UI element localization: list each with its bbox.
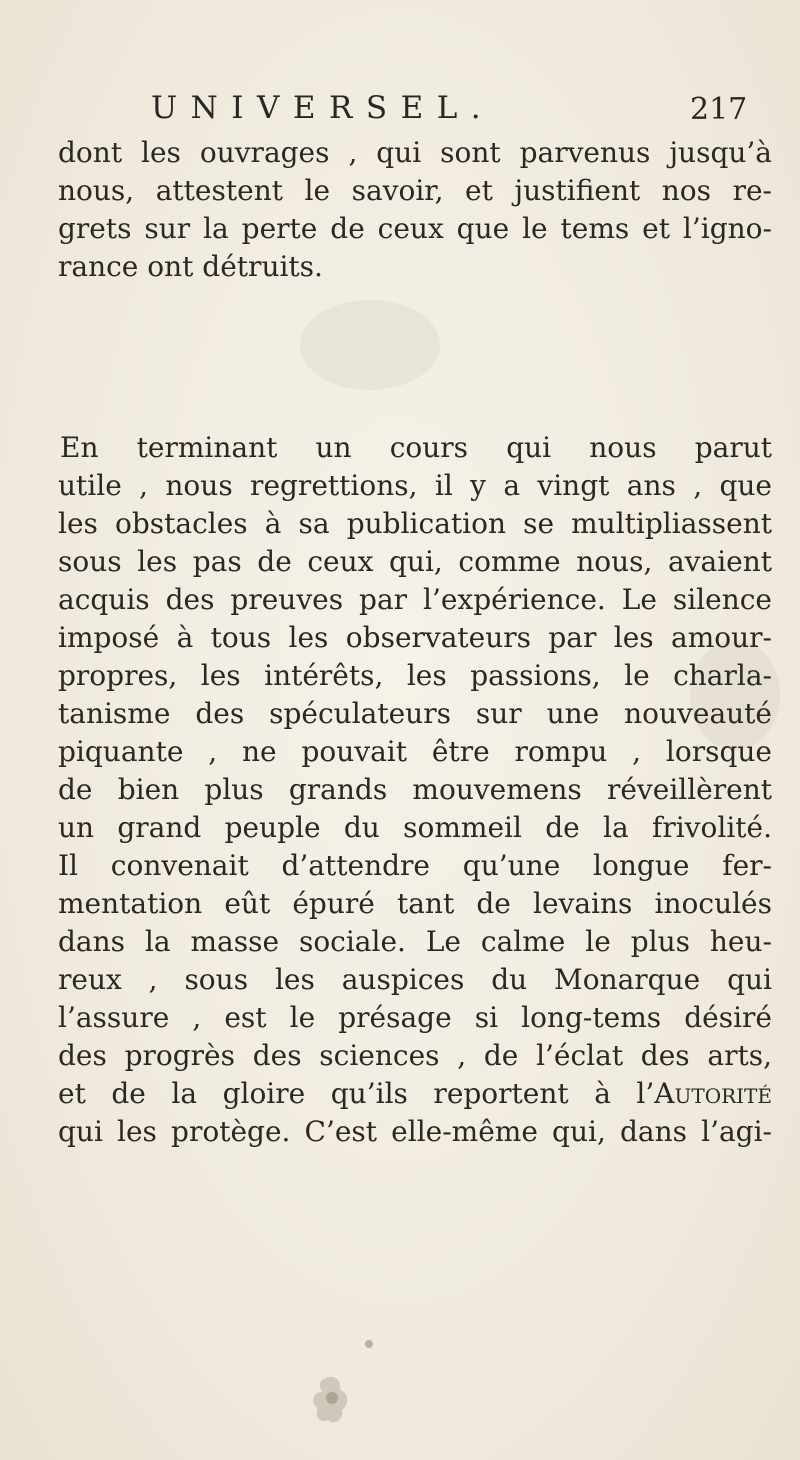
line-text: et de la gloire qu’ils reportent à l’	[58, 1077, 655, 1110]
text-line: qui les protège. C’est elle-même qui, dans l’agi-	[58, 1115, 772, 1148]
page-header	[0, 88, 800, 128]
text-line: un grand peuple du sommeil de la frivolité.	[58, 811, 772, 844]
ink-speck	[365, 1340, 373, 1348]
text-line: Il convenait d’attendre qu’une longue fer-	[58, 849, 772, 882]
text-line: reux , sous les auspices du Monarque qui	[58, 963, 772, 996]
page-number: 217	[690, 92, 748, 127]
text-line: dont les ouvrages , qui sont parvenus jusqu’à	[58, 136, 772, 169]
paragraph-1	[58, 134, 772, 286]
text-line	[58, 1075, 772, 1113]
text-line: tanisme des spéculateurs sur une nouveauté	[58, 697, 772, 730]
text-line: les obstacles à sa publication se multipliassent	[58, 507, 772, 540]
paper-stain	[300, 300, 440, 390]
text-line: acquis des preuves par l’expérience. Le silence	[58, 583, 772, 616]
text-line: des progrès des sciences , de l’éclat des arts,	[58, 1039, 772, 1072]
text-line: propres, les intérêts, les passions, le charla-	[58, 659, 772, 692]
text-line: grets sur la perte de ceux que le tems et l’igno-	[58, 212, 772, 245]
text-line: de bien plus grands mouvemens réveillèrent	[58, 773, 772, 806]
text-line: mentation eût épuré tant de levains inoculés	[58, 887, 772, 920]
text-line: En terminant un cours qui nous parut	[60, 431, 772, 464]
text-line: sous les pas de ceux qui, comme nous, avaient	[58, 545, 772, 578]
ink-blot-ornament	[296, 1370, 376, 1430]
text-line: rance ont détruits.	[58, 250, 323, 283]
text-line: nous, attestent le savoir, et justifient nos re-	[58, 174, 772, 207]
paragraph-2	[58, 429, 772, 1151]
text-line: l’assure , est le présage si long-tems désiré	[58, 1001, 772, 1034]
running-head: UNIVERSEL.	[151, 90, 495, 126]
text-line: piquante , ne pouvait être rompu , lorsque	[58, 735, 772, 768]
text-line: imposé à tous les observateurs par les amour-	[58, 621, 772, 654]
text-line: dans la masse sociale. Le calme le plus heu-	[58, 925, 772, 958]
text-line: utile , nous regrettions, il y a vingt ans , que	[58, 469, 772, 502]
small-caps-word: Autorité	[654, 1077, 772, 1110]
